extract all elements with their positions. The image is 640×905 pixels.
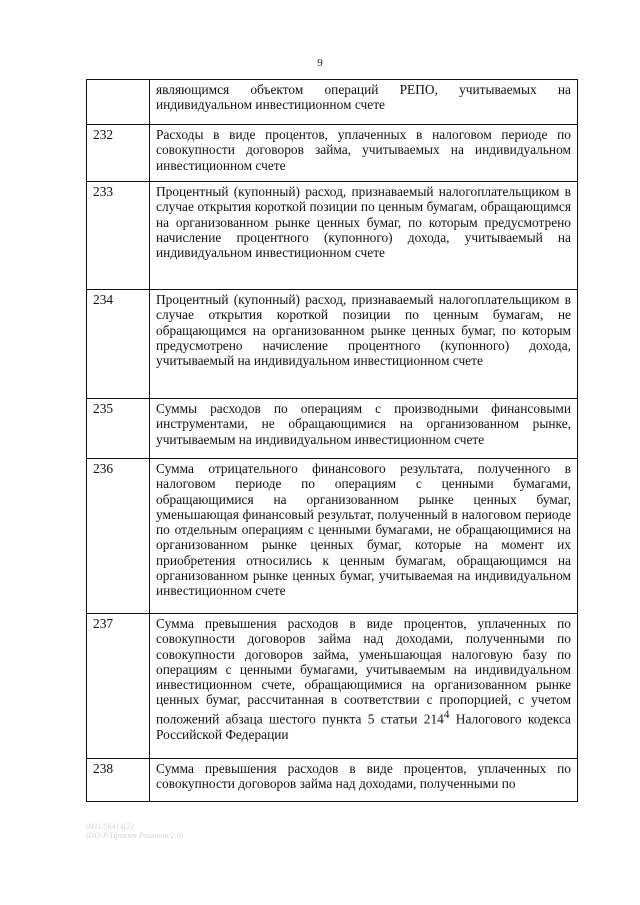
row-text: Суммы расходов по операциям с производными финансовыми инструментами, не обращающимися на организованном рынке, учитываемым на индивидуальном инвестиционном счете	[150, 399, 578, 459]
page-number: 9	[317, 57, 323, 69]
row-number	[87, 80, 150, 125]
article-superscript: 4	[443, 708, 450, 721]
expense-codes-table	[86, 79, 578, 802]
row-text: Расходы в виде процентов, уплаченных в налоговом периоде по совокупности договоров займа, учитываемых на индивидуальном инвестиционном счете	[150, 125, 578, 182]
row-number: 233	[87, 182, 150, 290]
row-number: 235	[87, 399, 150, 459]
row-text: Сумма отрицательного финансового результата, полученного в налоговом периоде по операциям с ценными бумагами, обращающимися на организованном рынке ценных бумаг, уменьшающая финансовый результат, полученный в налоговом периоде по отдельным операциям с ценными бумагами, не обращающимися на организованном рынке ценных бумаг, которые на момент их приобретения относились к ценным бумагам, обращающимся на организованном рынке ценных бумаг, учитываемая на индивидуальном инвестиционном счете	[150, 459, 578, 614]
table-row	[87, 290, 578, 399]
table-row	[87, 759, 578, 802]
row-text-main: Сумма превышения расходов в виде процентов, уплаченных по совокупности договоров займа над доходами, полученными по совокупности договоров займа, уменьшающая налоговую базу по операциям с ценными бумагами, учитываемым на индивидуальном инвестиционном счете, обращающимися на организованном рынке ценных бумаг, рассчитанная в соответствии с пропорцией, с учетом положений абзаца шестого пункта 5 статьи 214	[156, 616, 571, 727]
row-number: 232	[87, 125, 150, 182]
table-row	[87, 125, 578, 182]
table-row	[87, 182, 578, 290]
row-number: 234	[87, 290, 150, 399]
row-text-tail: Налогового кодекса Российской Федерации	[156, 711, 571, 742]
row-text: Процентный (купонный) расход, признаваемый налогоплательщиком в случае открытия короткой позиции по ценным бумагам, не обращающимся на организованном рынке ценных бумаг, по которым предусмотрено начисление процентного (купонного) дохода, учитываемый на индивидуальном инвестиционном счете	[150, 290, 578, 399]
row-text: Сумма превышения расходов в виде процентов, уплаченных по совокупности договоров займа над доходами, полученными по	[150, 759, 578, 802]
row-text: Процентный (купонный) расход, признаваемый налогоплательщиком в случае открытия короткой позиции по ценным бумагам, обращающимся на организованном рынке ценных бумаг, по которым предусмотрено начисление процентного (купонного) дохода, учитываемый на индивидуальном инвестиционном счете	[150, 182, 578, 290]
row-number: 237	[87, 614, 150, 759]
row-number: 238	[87, 759, 150, 802]
table-row	[87, 459, 578, 614]
row-text	[150, 614, 578, 759]
table-row	[87, 614, 578, 759]
footer-code: 0411/56414(2)	[86, 822, 133, 831]
row-text: являющимся объектом операций РЕПО, учитываемых на индивидуальном инвестиционном счете	[150, 80, 578, 125]
table-row	[87, 399, 578, 459]
table-row	[87, 80, 578, 125]
footer-path: (ОО-Р/Проект Решения/2.0)	[86, 831, 184, 840]
document-footer	[86, 822, 183, 840]
row-number: 236	[87, 459, 150, 614]
